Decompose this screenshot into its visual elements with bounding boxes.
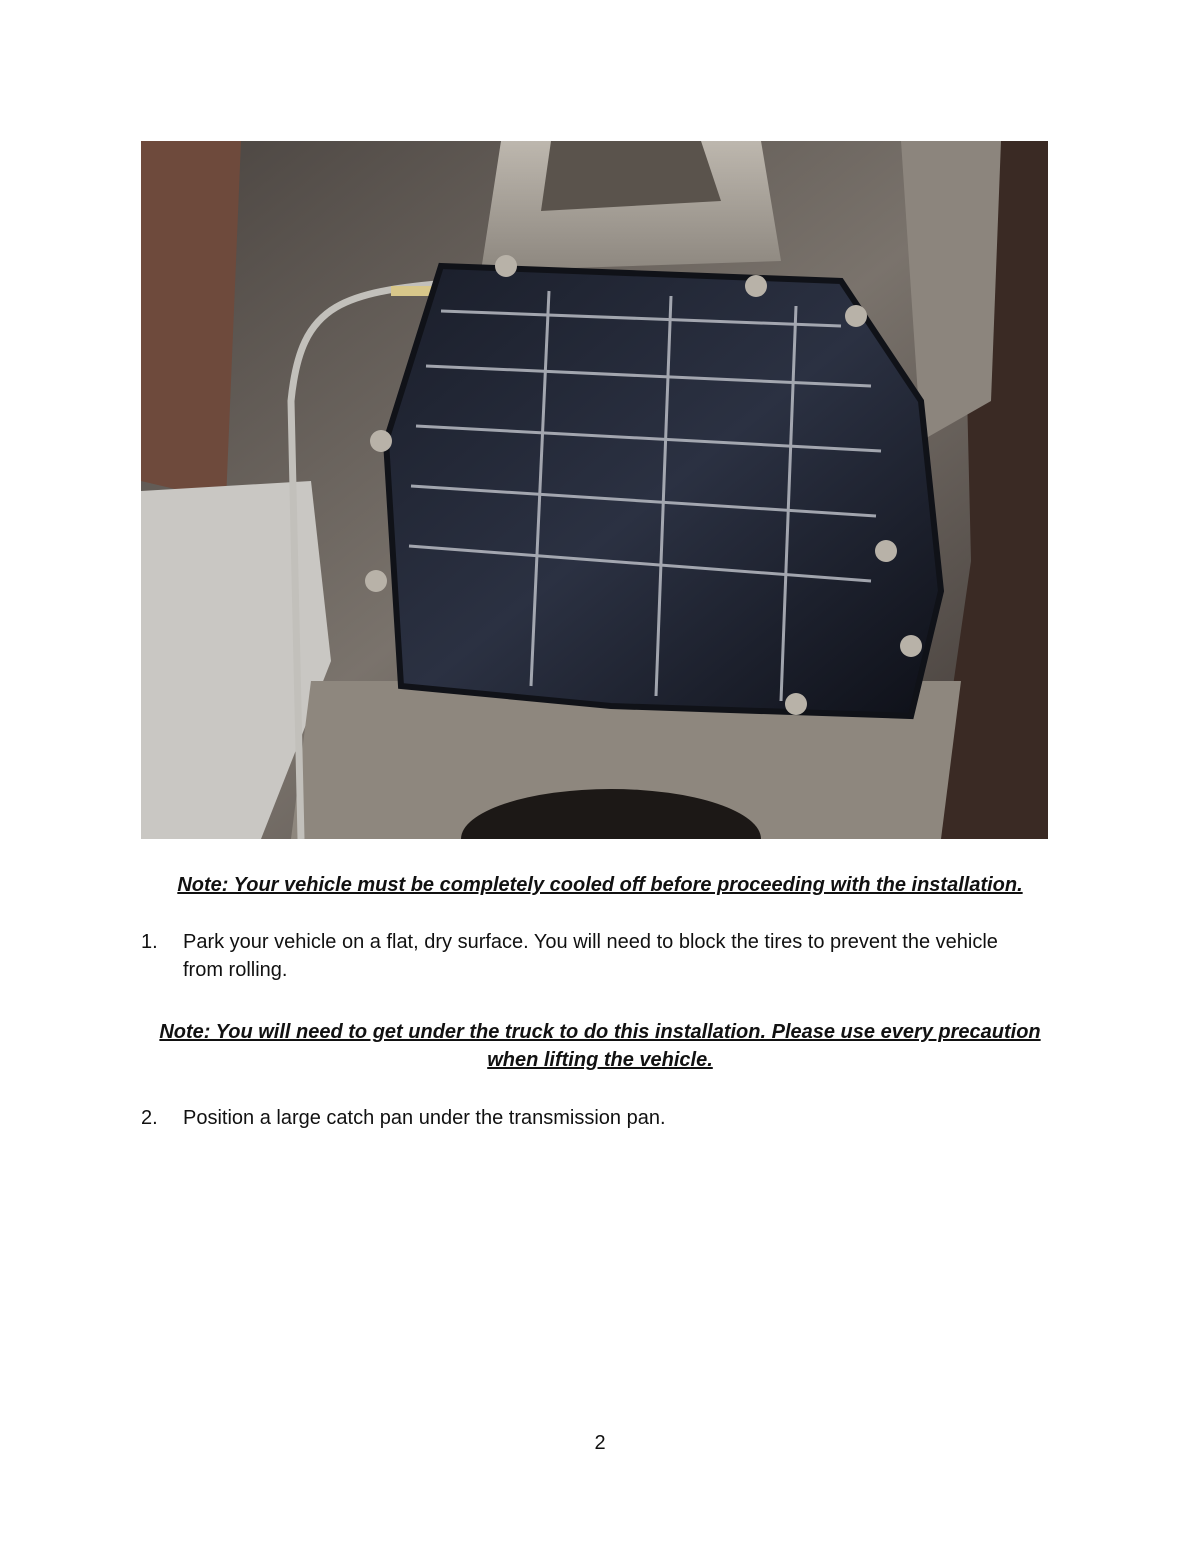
transmission-pan-photo <box>141 141 1048 839</box>
cooling-note: Note: Your vehicle must be completely cooled off before proceeding with the installation. <box>177 874 1023 896</box>
step-number: 2. <box>141 1107 158 1129</box>
lifting-note: Note: You will need to get under the truck to do this installation. Please use every precaution when lifting the vehicle. <box>159 1021 1041 1071</box>
page-number: 2 <box>594 1432 606 1454</box>
step-text: Position a large catch pan under the transmission pan. <box>183 1107 666 1129</box>
step-1 <box>141 928 1041 984</box>
step-text: Park your vehicle on a flat, dry surface. You will need to block the tires to prevent the vehicle from rolling. <box>183 931 998 981</box>
transmission-pan-photo-icon <box>141 141 1048 839</box>
step-number: 1. <box>141 931 158 953</box>
step-2 <box>141 1104 1041 1132</box>
